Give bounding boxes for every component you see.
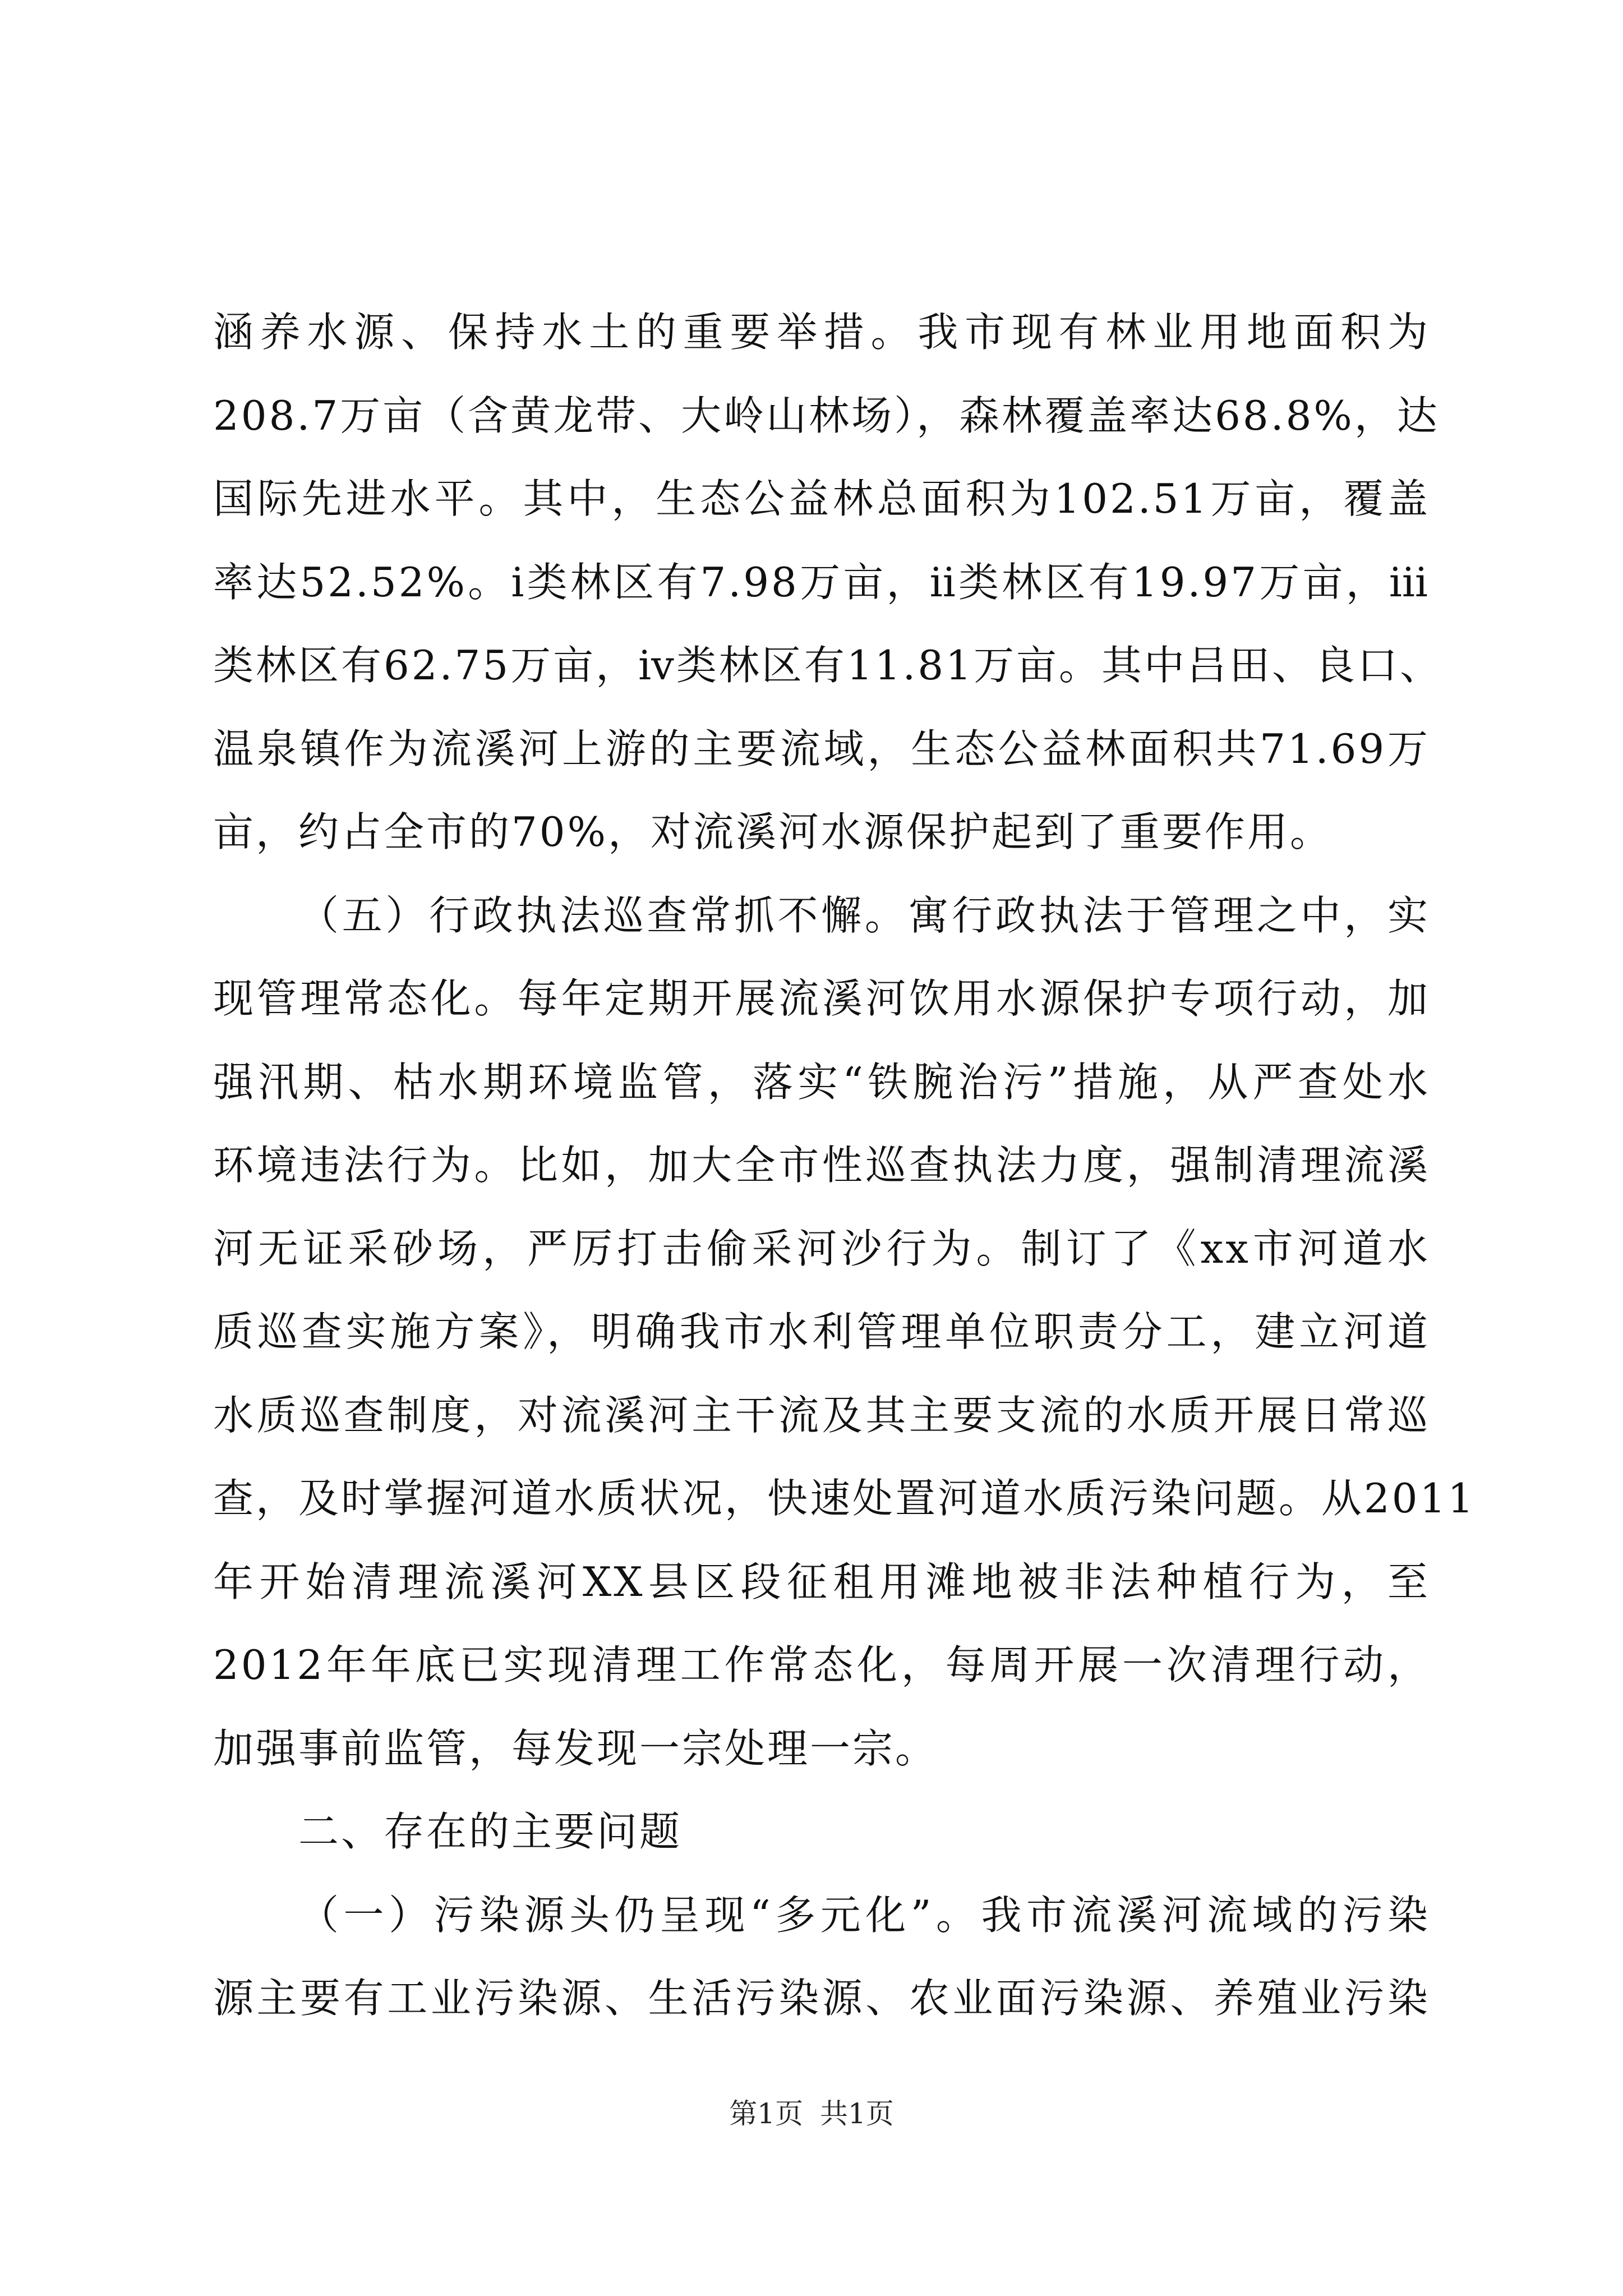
page-number: 第1页 [729,2097,803,2130]
text-line: 2012年年底已实现清理工作常态化，每周开展一次清理行动， [213,1641,1430,1688]
text-line: 水质巡查制度，对流溪河主干流及其主要支流的水质开展日常巡 [213,1391,1430,1439]
text-line: 涵养水源、保持水土的重要举措。我市现有林业用地面积为 [213,309,1430,356]
text-line: 环境违法行为。比如，加大全市性巡查执法力度，强制清理流溪 [213,1142,1430,1189]
text-line: 查，及时掌握河道水质状况，快速处置河道水质污染问题。从2011 [213,1475,1476,1522]
text-line: 率达52.52%。ⅰ类林区有7.98万亩，ⅱ类林区有19.97万亩，ⅲ [213,558,1430,606]
text-line: 类林区有62.75万亩，ⅳ类林区有11.81万亩。其中吕田、良口、 [213,642,1442,689]
subsection-heading-line: （一）污染源头仍呈现“多元化”。我市流溪河流域的污染 [298,1891,1430,1939]
text-line: 源主要有工业污染源、生活污染源、农业面污染源、养殖业污染 [213,1975,1430,2022]
text-line: 强汛期、枯水期环境监管，落实“铁腕治污”措施，从严查处水 [213,1058,1430,1106]
section-title: 二、存在的主要问题 [298,1808,683,1855]
page-total: 共1页 [820,2097,894,2130]
text-line: 质巡查实施方案》，明确我市水利管理单位职责分工，建立河道 [213,1308,1430,1355]
document-body [213,291,1476,2040]
text-line: 亩，约占全市的70%，对流溪河水源保护起到了重要作用。 [213,808,1333,855]
text-line: 加强事前监管，每发现一宗处理一宗。 [213,1724,938,1772]
page-footer [0,2097,1623,2131]
section-heading-line: （五）行政执法巡查常抓不懈。寓行政执法于管理之中，实 [298,891,1430,939]
text-line: 温泉镇作为流溪河上游的主要流域，生态公益林面积共71.69万 [213,725,1430,772]
text-line: 208.7万亩（含黄龙带、大岭山林场），森林覆盖率达68.8%，达 [213,392,1440,439]
text-line: 年开始清理流溪河XX县区段征租用滩地被非法种植行为，至 [213,1558,1430,1605]
text-line: 国际先进水平。其中，生态公益林总面积为102.51万亩，覆盖 [213,475,1430,522]
text-line: 现管理常态化。每年定期开展流溪河饮用水源保护专项行动，加 [213,975,1430,1022]
text-line: 河无证采砂场，严厉打击偷采河沙行为。制订了《xx市河道水 [213,1225,1430,1272]
